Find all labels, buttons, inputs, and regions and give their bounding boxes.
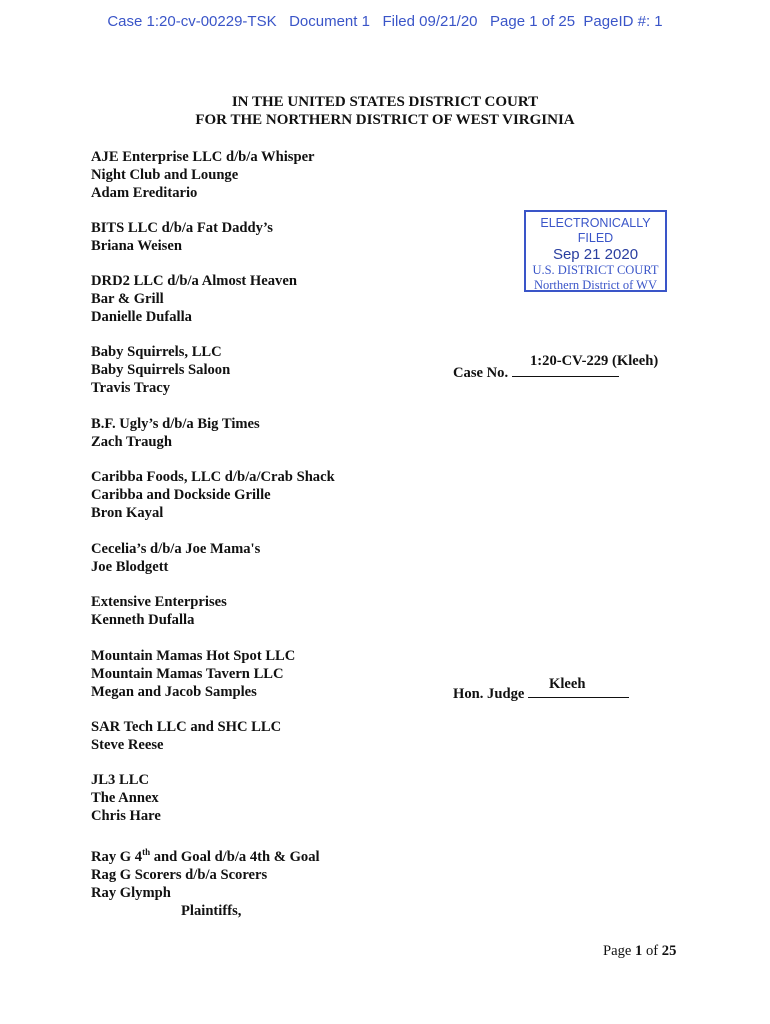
ecf-header: Case 1:20-cv-00229-TSK Document 1 Filed 09/21/20 Page 1 of 25 PageID #: 1 [107,13,663,30]
party-line: Bar & Grill [91,291,164,307]
stamp-line5: Northern District of WV [533,278,657,292]
party-line: The Annex [91,790,159,806]
party-line: Briana Weisen [91,238,182,254]
party-block [91,540,260,576]
party-line: Joe Blodgett [91,559,169,575]
party-line: SAR Tech LLC and SHC LLC [91,719,282,735]
party-line: Steve Reese [91,737,164,753]
party-line: Cecelia’s d/b/a Joe Mama's [91,541,261,557]
stamp-line2: FILED [577,231,614,245]
page-footer: Page 1 of 25 [603,943,677,959]
party-line: Adam Ereditario [91,185,198,201]
party-block [91,343,230,397]
stamp-date: Sep 21 2020 [552,246,639,263]
party-line: B.F. Ugly’s d/b/a Big Times [91,416,260,432]
party-line: Megan and Jacob Samples [91,684,257,700]
party-block [91,718,281,754]
party-line: Ray Glymph [91,884,171,901]
case-number-value: 1:20-CV-229 (Kleeh) [530,353,659,369]
party-line: Baby Squirrels, LLC [91,344,222,360]
party-line: DRD2 LLC d/b/a Almost Heaven [91,273,297,289]
party-line: Caribba Foods, LLC d/b/a/Crab Shack [91,469,335,485]
plaintiffs-label: Plaintiffs, [181,902,242,919]
party-line: Night Club and Lounge [91,167,239,183]
court-title-line2: FOR THE NORTHERN DISTRICT OF WEST VIRGINIA [195,112,575,128]
party-line: BITS LLC d/b/a Fat Daddy’s [91,220,273,236]
court-title-line1: IN THE UNITED STATES DISTRICT COURT [231,94,539,110]
party-block [91,148,315,202]
party-line: Rag G Scorers d/b/a Scorers [91,866,268,883]
party-line: Caribba and Dockside Grille [91,487,271,503]
party-line: Danielle Dufalla [91,309,192,325]
party-line: Bron Kayal [91,505,164,521]
party-block [91,272,297,326]
filed-stamp [524,210,667,292]
judge-line [453,683,629,703]
stamp-line1: ELECTRONICALLY [540,216,651,230]
party-block [91,647,295,701]
judge-name: Kleeh [549,676,586,692]
party-block [91,415,260,451]
party-line: Chris Hare [91,808,161,824]
party-line: Mountain Mamas Tavern LLC [91,666,284,682]
party-line: Zach Traugh [91,434,172,450]
judge-label: Hon. Judge [453,686,529,702]
party-line: JL3 LLC [91,772,149,788]
party-block [91,593,227,629]
case-number-label: Case No. [453,365,512,381]
party-line: Ray G 4th and Goal d/b/a 4th & Goal [91,847,320,865]
party-block [91,219,273,255]
party-block [91,468,335,522]
party-line: Travis Tracy [91,380,171,396]
party-line: AJE Enterprise LLC d/b/a Whisper [91,149,315,165]
party-line: Kenneth Dufalla [91,612,195,628]
party-line: Extensive Enterprises [91,594,227,610]
party-line: Mountain Mamas Hot Spot LLC [91,648,296,664]
party-block [91,843,320,920]
party-line: Baby Squirrels Saloon [91,362,231,378]
stamp-line4: U.S. DISTRICT COURT [532,263,659,277]
party-block [91,771,161,825]
